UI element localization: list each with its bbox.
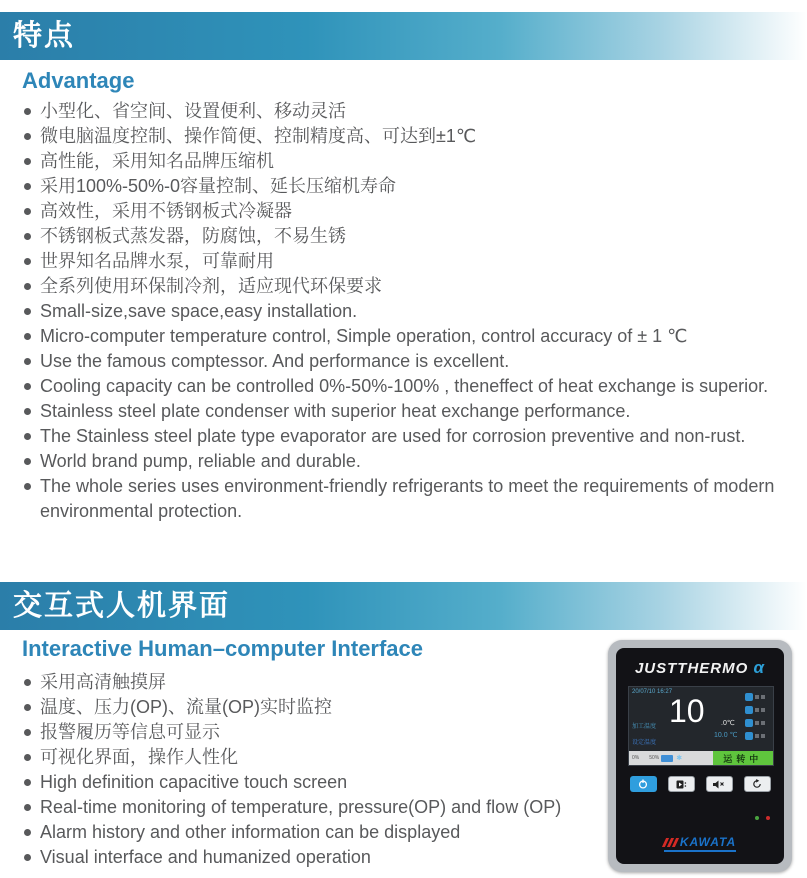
list-item: [22, 274, 794, 299]
bullet-dot-icon: [24, 433, 31, 440]
bullet-dot-icon: [24, 704, 31, 711]
screen-icon-row: [745, 703, 771, 716]
controller-device-photo: [608, 640, 792, 872]
bullet-dot-icon: [24, 283, 31, 290]
list-item: [22, 720, 600, 745]
list-item-text: 高性能，采用知名品牌压缩机: [40, 151, 274, 171]
capacity-gauge: [629, 751, 713, 765]
list-item: [22, 149, 794, 174]
features-bullet-list: [22, 99, 794, 524]
list-item: [22, 695, 600, 720]
list-item-text: Visual interface and humanized operation: [40, 847, 371, 867]
device-brand-text: JUSTTHERMO: [634, 660, 754, 677]
bullet-dot-icon: [24, 779, 31, 786]
screen-option-square: [755, 695, 759, 699]
interface-banner: [0, 582, 807, 630]
bullet-dot-icon: [24, 208, 31, 215]
screen-set-temperature: 10.0 ℃: [714, 732, 738, 739]
gauge-0-label: 0%: [632, 755, 640, 761]
screen-icon-row: [745, 729, 771, 742]
screen-option-square: [761, 734, 765, 738]
bullet-dot-icon: [24, 333, 31, 340]
device-front-panel: [616, 648, 784, 864]
logo-text: KAWATA: [679, 835, 737, 849]
list-item: [22, 399, 794, 424]
list-item-text: Stainless steel plate condenser with superior heat exchange performance.: [40, 401, 631, 421]
screen-icon-row: [745, 716, 771, 729]
screen-set-temp-label: 设定温度: [632, 740, 657, 746]
list-item-text: Real-time monitoring of temperature, pressure(OP) and flow (OP): [40, 797, 562, 817]
list-item-text: 温度、压力(OP)、流量(OP)实时监控: [40, 697, 332, 717]
screen-menu-icon: [745, 719, 753, 727]
bullet-dot-icon: [24, 108, 31, 115]
device-button-row: [616, 776, 784, 792]
list-item-text: 世界知名品牌水泵，可靠耐用: [40, 251, 274, 271]
interface-heading: Interactive Human–computer Interface: [22, 636, 424, 661]
list-item: [22, 99, 794, 124]
screen-menu-icon: [745, 732, 753, 740]
screen-menu-icon: [745, 693, 753, 701]
bullet-dot-icon: [24, 829, 31, 836]
list-item-text: 高效性，采用不锈钢板式冷凝器: [40, 201, 292, 221]
bullet-dot-icon: [24, 458, 31, 465]
power-button-icon: [630, 776, 657, 792]
bullet-dot-icon: [24, 804, 31, 811]
screen-bottom-bar: [629, 751, 773, 765]
reset-button-icon: [744, 776, 771, 792]
list-item-text: Cooling capacity can be controlled 0%-50%-100% , theneffect of heat exchange is superior.: [40, 376, 769, 396]
features-banner-title: 特点: [13, 20, 76, 52]
device-brand: [616, 658, 784, 678]
list-item: [22, 745, 600, 770]
bullet-dot-icon: [24, 754, 31, 761]
screen-icon-column: [745, 690, 771, 742]
list-item: [22, 449, 794, 474]
screen-datetime: 20/07/10 16:27: [632, 689, 673, 695]
list-item: [22, 770, 600, 795]
list-item: [22, 820, 600, 845]
screen-option-square: [755, 708, 759, 712]
list-item: [22, 349, 794, 374]
bullet-dot-icon: [24, 383, 31, 390]
screen-process-temp-label: 加工温度: [632, 724, 657, 730]
list-item: [22, 474, 794, 524]
screen-main-temperature: 10: [669, 693, 705, 729]
green-led-icon: [755, 816, 759, 820]
screen-option-square: [761, 695, 765, 699]
list-item-text: 小型化、省空间、设置便利、移动灵活: [40, 101, 346, 121]
list-item: [22, 174, 794, 199]
bullet-dot-icon: [24, 679, 31, 686]
mute-button-icon: [706, 776, 733, 792]
list-item: [22, 224, 794, 249]
list-item: [22, 199, 794, 224]
advantage-heading: Advantage: [22, 68, 135, 93]
list-item-text: Micro-computer temperature control, Simple operation, control accuracy of ± 1 ℃: [40, 326, 688, 346]
interface-banner-title: 交互式人机界面: [13, 590, 231, 622]
list-item-text: 微电脑温度控制、操作简便、控制精度高、可达到±1℃: [40, 126, 477, 146]
bullet-dot-icon: [24, 133, 31, 140]
bullet-dot-icon: [24, 183, 31, 190]
list-item-text: Small-size,save space,easy installation.: [40, 301, 358, 321]
screen-mode-button-icon: [668, 776, 695, 792]
list-item-text: 采用100%-50%-0容量控制、延长压缩机寿命: [40, 176, 397, 196]
kawata-logo: [616, 835, 784, 852]
gauge-50-label: 50%: [649, 755, 660, 761]
list-item: [22, 249, 794, 274]
list-item-text: The Stainless steel plate type evaporator are used for corrosion preventive and non-rust.: [40, 426, 746, 446]
list-item-text: World brand pump, reliable and durable.: [40, 451, 361, 471]
list-item: [22, 374, 794, 399]
interface-bullet-list: [22, 670, 600, 870]
list-item-text: 不锈钢板式蒸发器，防腐蚀，不易生锈: [40, 226, 346, 246]
bullet-dot-icon: [24, 258, 31, 265]
screen-option-square: [755, 721, 759, 725]
bullet-dot-icon: [24, 358, 31, 365]
list-item: [22, 670, 600, 695]
bullet-dot-icon: [24, 408, 31, 415]
bullet-dot-icon: [24, 483, 31, 490]
bullet-dot-icon: [24, 854, 31, 861]
bullet-dot-icon: [24, 729, 31, 736]
list-item-text: 采用高清触摸屏: [40, 672, 166, 692]
screen-option-square: [761, 721, 765, 725]
device-brand-alpha: α: [753, 658, 766, 677]
list-item: [22, 845, 600, 870]
device-touchscreen: [628, 686, 774, 766]
snowflake-icon: ✱: [676, 755, 683, 762]
screen-menu-icon: [745, 706, 753, 714]
screen-decimal-readout: .0℃: [721, 720, 735, 727]
list-item: [22, 795, 600, 820]
list-item-text: 报警履历等信息可显示: [40, 722, 220, 742]
gauge-level-chip: [661, 755, 673, 762]
screen-option-square: [761, 708, 765, 712]
list-item-text: The whole series uses environment-friendly refrigerants to meet the requirements of modern environmental protection.: [40, 476, 775, 521]
red-led-icon: [766, 816, 770, 820]
list-item-text: Alarm history and other information can be displayed: [40, 822, 461, 842]
screen-icon-row: [745, 690, 771, 703]
screen-option-square: [755, 734, 759, 738]
list-item-text: High definition capacitive touch screen: [40, 772, 348, 792]
list-item: [22, 124, 794, 149]
list-item: [22, 324, 794, 349]
logo-stripes-icon: [664, 838, 677, 847]
features-banner: [0, 12, 807, 60]
list-item: [22, 424, 794, 449]
status-leds: [755, 816, 770, 820]
list-item-text: Use the famous comptessor. And performance is excellent.: [40, 351, 510, 371]
list-item-text: 可视化界面，操作人性化: [40, 747, 238, 767]
list-item: [22, 299, 794, 324]
running-status-badge: 运转中: [713, 751, 773, 765]
bullet-dot-icon: [24, 308, 31, 315]
list-item-text: 全系列使用环保制冷剂，适应现代环保要求: [40, 276, 382, 296]
bullet-dot-icon: [24, 158, 31, 165]
kawata-logo-box: [664, 835, 736, 852]
bullet-dot-icon: [24, 233, 31, 240]
